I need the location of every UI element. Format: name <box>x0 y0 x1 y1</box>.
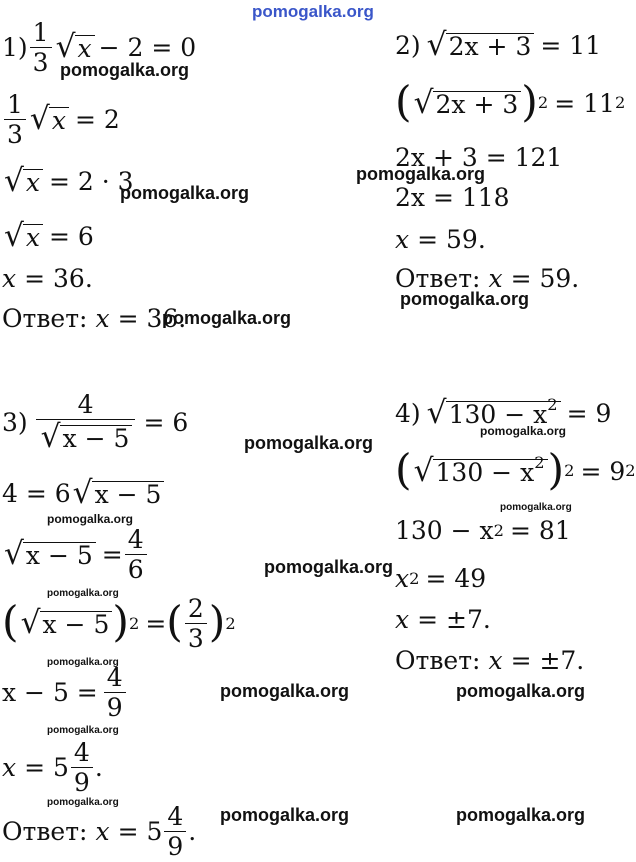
expr-rest: = 36. <box>117 304 187 333</box>
frac-num: 4 <box>127 525 144 554</box>
var: x <box>95 817 110 846</box>
watermark: pomogalka.org <box>400 289 530 309</box>
sqrt: √ 2x + 3 <box>427 30 535 61</box>
answer-label: Ответ: <box>2 817 88 846</box>
sqrt: √ x <box>4 166 43 197</box>
expr-rest: − 2 = 0 <box>98 33 197 62</box>
expr: 2x + 3 = 121 <box>395 143 563 172</box>
watermark: pomogalka.org <box>220 681 350 701</box>
equals: = 5 <box>24 753 69 782</box>
expr-rest: = 2 <box>74 105 120 134</box>
equals: = <box>145 609 167 638</box>
expr: x − 5 = <box>2 678 98 707</box>
expr-rest: = ±7. <box>417 605 491 634</box>
radicand: x − 5 <box>92 481 165 509</box>
radicand: x − 5 <box>23 542 96 570</box>
radicand: x − 5 <box>60 425 133 453</box>
p1-line5 <box>2 266 93 291</box>
var: x <box>2 753 17 782</box>
frac-den: 3 <box>30 47 52 75</box>
frac-den: 6 <box>125 554 147 582</box>
watermark: pomogalka.org <box>356 164 486 184</box>
watermark-top: pomogalka.org <box>252 2 374 21</box>
equals: = <box>101 540 123 569</box>
frac-den: 9 <box>71 767 93 795</box>
p2-line3 <box>395 145 562 170</box>
watermark: pomogalka.org <box>47 588 119 599</box>
expr-rest: = 11 <box>540 31 602 61</box>
p3-line3 <box>2 527 149 582</box>
expr-rest: = 9 <box>580 456 626 486</box>
answer-label: Ответ: <box>395 264 481 293</box>
sqrt: √ x <box>30 104 69 135</box>
frac-den <box>36 419 136 453</box>
sqrt: √ 2x + 3 <box>414 88 522 119</box>
frac-num: 2 <box>187 594 204 623</box>
watermark: pomogalka.org <box>480 424 567 438</box>
radicand: 2x + 3 <box>446 33 535 61</box>
p4-line3: 130 − x 2 = 81 <box>395 516 571 545</box>
p2-answer <box>395 266 579 291</box>
var: x <box>488 264 503 293</box>
frac-den: 3 <box>4 119 26 147</box>
p2-line5 <box>395 227 486 252</box>
sqrt: √ x − 5 <box>4 539 96 570</box>
p3-line2 <box>2 475 164 511</box>
radicand <box>433 452 548 487</box>
expr-rest: = 6 <box>143 408 189 438</box>
watermark: pomogalka.org <box>120 183 250 203</box>
var: x <box>488 646 503 675</box>
watermark: pomogalka.org <box>456 805 586 825</box>
radicand <box>446 395 561 429</box>
frac-den: 9 <box>164 831 186 859</box>
expr: 130 − x <box>395 516 494 545</box>
expr-rest: = 2 · 3 <box>49 167 134 197</box>
frac-den: 9 <box>104 692 126 720</box>
sqrt: √ x − 5 <box>21 608 113 639</box>
frac-num: 4 <box>77 390 94 419</box>
frac-num: 1 <box>7 90 23 119</box>
watermark: pomogalka.org <box>244 433 374 453</box>
answer-label: Ответ: <box>395 646 481 675</box>
sqrt: √ x − 5 <box>41 422 133 453</box>
watermark: pomogalka.org <box>162 308 292 328</box>
fraction <box>4 92 26 147</box>
radicand: 2x + 3 <box>433 91 522 119</box>
p4-line2: ( √ $130 - x^2$ ) 2 = 9 2 <box>395 446 636 495</box>
fraction <box>125 527 147 582</box>
expr-rest: = 49 <box>425 564 487 593</box>
var: x <box>395 225 410 254</box>
radicand-text: 130 − x <box>448 400 548 429</box>
radicand: x <box>23 169 43 197</box>
p1-answer <box>2 306 186 331</box>
sqrt: √ x <box>4 221 43 252</box>
p1-line1 <box>2 20 196 75</box>
expr-rest: = 6 <box>49 222 94 252</box>
expr-rest: = 36. <box>24 264 93 293</box>
expr-rest: = 59. <box>417 225 486 254</box>
exponent: 2 <box>534 452 545 472</box>
p2-number: 2) <box>395 31 421 61</box>
radicand: x <box>49 107 69 135</box>
expr: 4 = 6 <box>2 479 71 509</box>
expr: 2x = 118 <box>395 183 510 212</box>
watermark: pomogalka.org <box>264 557 394 577</box>
p1-number: 1) <box>2 33 28 62</box>
fraction <box>164 804 186 859</box>
p1-line2 <box>2 92 120 147</box>
p2-line2: ( √ 2x + 3 ) 2 = 11 2 <box>395 78 626 127</box>
fraction <box>104 665 126 720</box>
p2-line1 <box>395 27 602 63</box>
radicand: x − 5 <box>40 611 113 639</box>
p3-line5 <box>2 665 128 720</box>
watermark: pomogalka.org <box>60 60 190 80</box>
frac-num: 4 <box>106 663 123 692</box>
expr-rest: = 9 <box>566 399 612 429</box>
sqrt: √ x <box>56 32 95 63</box>
expr-rest: = 11 <box>554 88 615 118</box>
watermark: pomogalka.org <box>47 512 134 526</box>
p1-line4 <box>2 218 94 254</box>
watermark: pomogalka.org <box>456 681 586 701</box>
frac-num: 1 <box>32 18 49 47</box>
p3-line4: ( √ x − 5 ) 2 = ( $\frac{2}{3}$ ) 2 <box>2 594 236 653</box>
exponent: 2 <box>547 395 558 414</box>
watermark: pomogalka.org <box>47 797 119 808</box>
watermark: pomogalka.org <box>500 502 572 513</box>
sqrt: √ $130 - x^2$ <box>414 456 548 487</box>
watermark: pomogalka.org <box>47 657 119 668</box>
sqrt: √ $130 - x^2$ <box>427 398 561 429</box>
fraction <box>36 392 136 453</box>
p3-number: 3) <box>2 408 28 438</box>
p4-line4: x 2 = 49 <box>395 564 487 593</box>
answer-label: Ответ: <box>2 304 88 333</box>
fraction <box>185 596 207 651</box>
p3-answer <box>2 804 196 859</box>
period: . <box>94 753 103 782</box>
frac-num: 4 <box>167 802 184 831</box>
sqrt: √ x − 5 <box>73 478 165 509</box>
var: x <box>395 605 410 634</box>
expr-rest: = ±7. <box>510 646 585 675</box>
p4-number: 4) <box>395 399 421 429</box>
p3-line6 <box>2 740 103 795</box>
p4-line5 <box>395 607 491 632</box>
frac-den: 3 <box>185 623 207 651</box>
fraction <box>71 740 93 795</box>
fraction <box>30 20 52 75</box>
p4-answer <box>395 648 584 673</box>
p3-line1 <box>2 392 188 453</box>
radicand-text: 130 − x <box>435 457 535 487</box>
watermark: pomogalka.org <box>220 805 350 825</box>
equals: = 5 <box>117 817 163 846</box>
var: x <box>95 304 110 333</box>
radicand: x <box>75 35 95 63</box>
frac-num: 4 <box>73 738 90 767</box>
period: . <box>188 817 197 846</box>
p2-line4 <box>395 185 510 210</box>
expr-rest: = 59. <box>510 264 580 293</box>
watermark: pomogalka.org <box>47 725 119 736</box>
var: x <box>395 564 410 593</box>
var: x <box>2 264 17 293</box>
radicand: x <box>23 224 43 252</box>
p1-line3 <box>2 163 134 199</box>
expr-rest: = 81 <box>510 516 571 545</box>
